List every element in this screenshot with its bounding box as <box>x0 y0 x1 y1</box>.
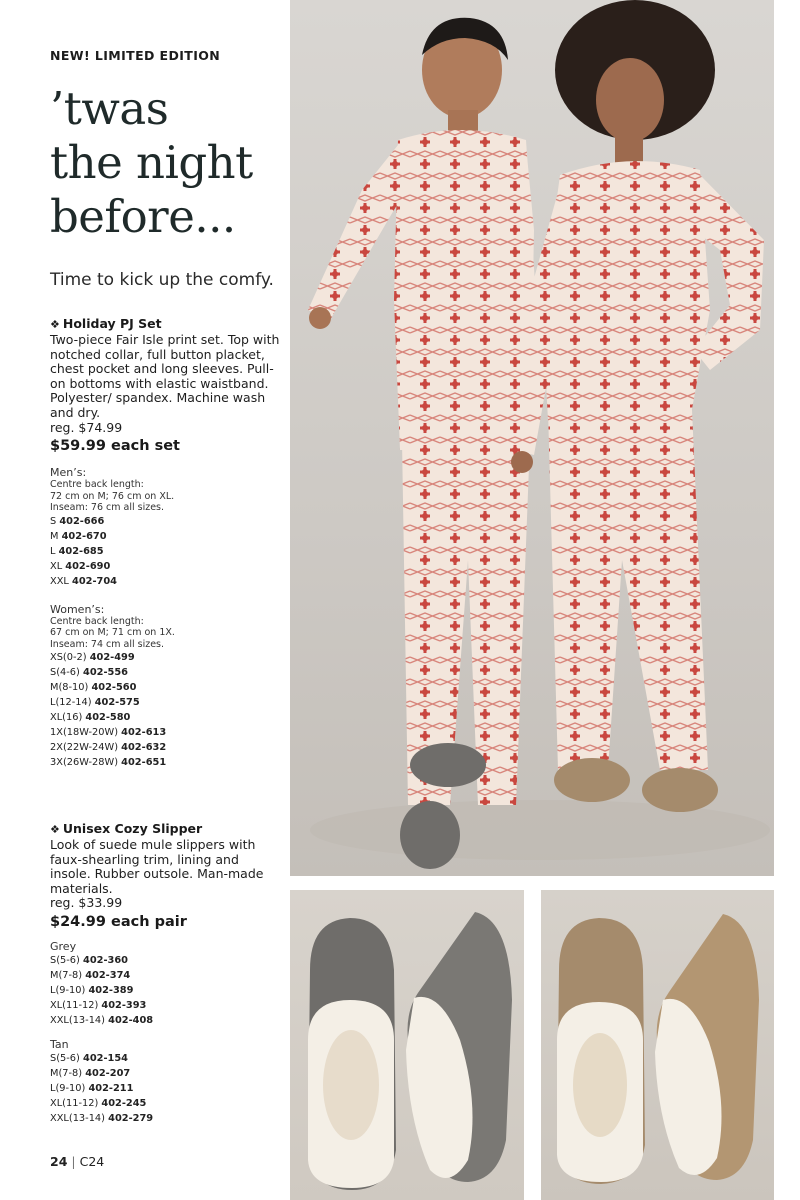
page-footer <box>50 1154 104 1169</box>
sku-code: 402-690 <box>65 560 111 572</box>
grey-slipper-left <box>308 918 396 1190</box>
sku-row <box>50 574 282 589</box>
sku-row <box>50 725 282 740</box>
sku-code: 402-580 <box>85 712 131 724</box>
sku-size: L(12-14) <box>50 697 92 709</box>
womens-note: Inseam: 74 cm all sizes. <box>50 638 165 650</box>
headline-line-3: before... <box>50 190 236 243</box>
sku-row <box>50 1013 282 1028</box>
sku-size: XXL <box>50 575 69 587</box>
sku-size: M(7-8) <box>50 969 83 981</box>
sku-row <box>50 514 282 529</box>
sku-size: L <box>50 545 56 557</box>
sku-code: 402-613 <box>121 727 167 739</box>
sku-row <box>50 1051 282 1066</box>
sku-row <box>50 1081 282 1096</box>
sku-code: 402-556 <box>83 667 128 679</box>
sku-code: 402-632 <box>121 742 167 754</box>
grey-label: Grey <box>50 939 77 953</box>
sku-size: XL(11-12) <box>50 999 99 1011</box>
sku-code: 402-499 <box>89 652 135 664</box>
grey-size-list <box>50 953 282 1028</box>
sku-size: XXL(13-14) <box>50 1112 105 1124</box>
sku-size: 1X(18W-20W) <box>50 727 119 739</box>
womens-note: Centre back length: <box>50 615 144 627</box>
womens-note: 67 cm on M; 71 cm on 1X. <box>50 627 175 639</box>
sku-code: 402-408 <box>108 1014 154 1026</box>
slipper-sale-price: $24.99 each pair <box>50 913 187 930</box>
tan-slipper-photo <box>541 890 774 1200</box>
headline-line-1: ’twas <box>50 82 169 135</box>
slipper-title-text: Unisex Cozy Slipper <box>62 821 203 836</box>
pj-sale-price: $59.99 each set <box>50 438 180 455</box>
sku-size: XL <box>50 560 63 572</box>
sku-code: 402-211 <box>88 1082 134 1094</box>
sku-row <box>50 680 282 695</box>
pj-product-block <box>50 316 282 770</box>
slipper-title <box>50 821 282 838</box>
mens-note: Centre back length: <box>50 479 144 491</box>
sku-size: XL(11-12) <box>50 1097 99 1109</box>
womens-label: Women’s: <box>50 602 105 616</box>
sku-size: S(5-6) <box>50 1052 80 1064</box>
sku-code: 402-575 <box>94 697 140 709</box>
sku-code: 402-685 <box>58 545 104 557</box>
sku-code: 402-666 <box>59 515 105 527</box>
sku-row <box>50 740 282 755</box>
grey-slipper-photo <box>290 890 524 1200</box>
pj-description: Two-piece Fair Isle print set. Top with notched collar, full button placket, chest pocket and long sleeves. Pull-on bottoms with elastic waistband. Polyester/ spandex. Machine wash and dry. <box>50 332 280 420</box>
sku-size: XXL(13-14) <box>50 1014 105 1026</box>
sku-code: 402-393 <box>101 999 147 1011</box>
page-number: 24 <box>50 1154 68 1169</box>
sku-code: 402-207 <box>85 1067 131 1079</box>
sku-size: L(9-10) <box>50 984 86 996</box>
sku-row <box>50 968 282 983</box>
sku-size: XL(16) <box>50 712 83 724</box>
headline-line-2: the night <box>50 136 253 189</box>
sku-size: 3X(26W-28W) <box>50 757 119 769</box>
sku-row <box>50 710 282 725</box>
sku-code: 402-360 <box>83 954 128 966</box>
sku-row <box>50 695 282 710</box>
sku-row <box>50 544 282 559</box>
female-model-figure <box>511 0 764 812</box>
sku-code: 402-154 <box>83 1052 128 1064</box>
sku-size: S(4-6) <box>50 667 80 679</box>
pj-title <box>50 316 282 333</box>
bullet-icon: ❖ <box>50 318 60 331</box>
tan-size-list <box>50 1051 282 1126</box>
sku-code: 402-704 <box>72 575 117 587</box>
sku-code: 402-560 <box>91 682 137 694</box>
slipper-reg-price: reg. $33.99 <box>50 895 123 911</box>
sku-size: S <box>50 515 57 527</box>
grey-slipper-right <box>406 912 512 1182</box>
sku-row <box>50 650 282 665</box>
slipper-product-block <box>50 821 282 1126</box>
subhead: Time to kick up the comfy. <box>50 270 274 290</box>
footer-separator: | <box>71 1154 76 1169</box>
sku-size: M(7-8) <box>50 1067 83 1079</box>
sku-row <box>50 1096 282 1111</box>
womens-size-list <box>50 650 282 770</box>
sku-size: M <box>50 530 59 542</box>
catalog-code: C24 <box>79 1154 105 1169</box>
womens-notes <box>50 616 282 651</box>
sku-code: 402-374 <box>85 969 131 981</box>
sku-code: 402-389 <box>88 984 134 996</box>
sku-row <box>50 529 282 544</box>
pj-models-photo <box>290 0 774 876</box>
pj-title-text: Holiday PJ Set <box>62 316 162 331</box>
slipper-description: Look of suede mule slippers with faux-shearling trim, lining and insole. Rubber outsole. Man-made materials. <box>50 837 264 896</box>
sku-row <box>50 998 282 1013</box>
sku-row <box>50 755 282 770</box>
male-model-figure <box>308 18 536 869</box>
mens-label: Men’s: <box>50 466 87 480</box>
sku-row <box>50 1111 282 1126</box>
sku-row <box>50 953 282 968</box>
sku-code: 402-670 <box>61 530 107 542</box>
sku-size: XS(0-2) <box>50 652 87 664</box>
mens-note: Inseam: 76 cm all sizes. <box>50 502 165 514</box>
bullet-icon: ❖ <box>50 823 60 836</box>
sku-size: S(5-6) <box>50 954 80 966</box>
sku-size: L(9-10) <box>50 1082 86 1094</box>
sku-row <box>50 1066 282 1081</box>
tan-slipper-left <box>557 918 645 1184</box>
sku-code: 402-279 <box>108 1112 154 1124</box>
sku-row <box>50 559 282 574</box>
sku-row <box>50 983 282 998</box>
headline <box>50 82 286 244</box>
sku-code: 402-245 <box>101 1097 147 1109</box>
sku-size: 2X(22W-24W) <box>50 742 119 754</box>
sku-size: M(8-10) <box>50 682 89 694</box>
mens-size-list <box>50 514 282 589</box>
sku-row <box>50 665 282 680</box>
tan-slipper-right <box>655 914 759 1180</box>
sku-code: 402-651 <box>121 757 167 769</box>
tan-label: Tan <box>50 1037 69 1051</box>
mens-note: 72 cm on M; 76 cm on XL. <box>50 490 175 502</box>
kicker-label: NEW! LIMITED EDITION <box>50 48 221 63</box>
pj-reg-price: reg. $74.99 <box>50 419 123 435</box>
mens-notes <box>50 479 282 514</box>
